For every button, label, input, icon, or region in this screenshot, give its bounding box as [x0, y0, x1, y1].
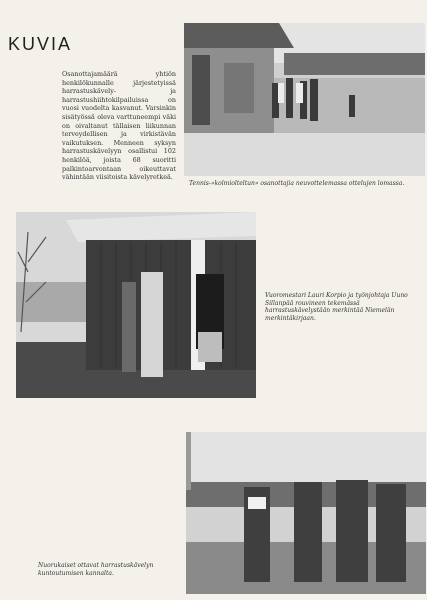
photo-walkers — [186, 432, 426, 594]
intro-paragraph: Osanottajamäärä yhtiön henkilökunnalle järjestetyissä harrastuskävely- ja harrastushiihtokilpailuissa on vuosi vuodelta kasvanut. Varsinkin sisätyössä oleva varttuneempi väki on oivaltanut tällaisen liikunnan terveydellisen ja virkistävän vaikutuksen. Menneen syksyn harrastuskävelyyn osallistui 102 henkilöä, joista 68 suoritti palkintoarvontaan oikeuttavat vähintään viisitoista kävelyretkeä. — [62, 70, 176, 182]
caption-shed: Vuoromestari Lauri Korpio ja työnjohtaja Uuno Sillanpää rouvineen tekemässä harrastuskävelystään merkintää Niemelän merkintäkirjaan. — [265, 292, 408, 322]
page-title: KUVIA — [8, 34, 73, 54]
caption-walkers: Nuorukaiset ottavat harrastuskävelyn kuntoutumisen kannalta. — [38, 562, 154, 577]
photo-tennis — [184, 23, 425, 176]
photo-shed — [16, 212, 256, 398]
caption-tennis: Tennis-»kolmiolteltun» osanottajia neuvottelemassa ottelujen lomassa. — [189, 180, 405, 187]
